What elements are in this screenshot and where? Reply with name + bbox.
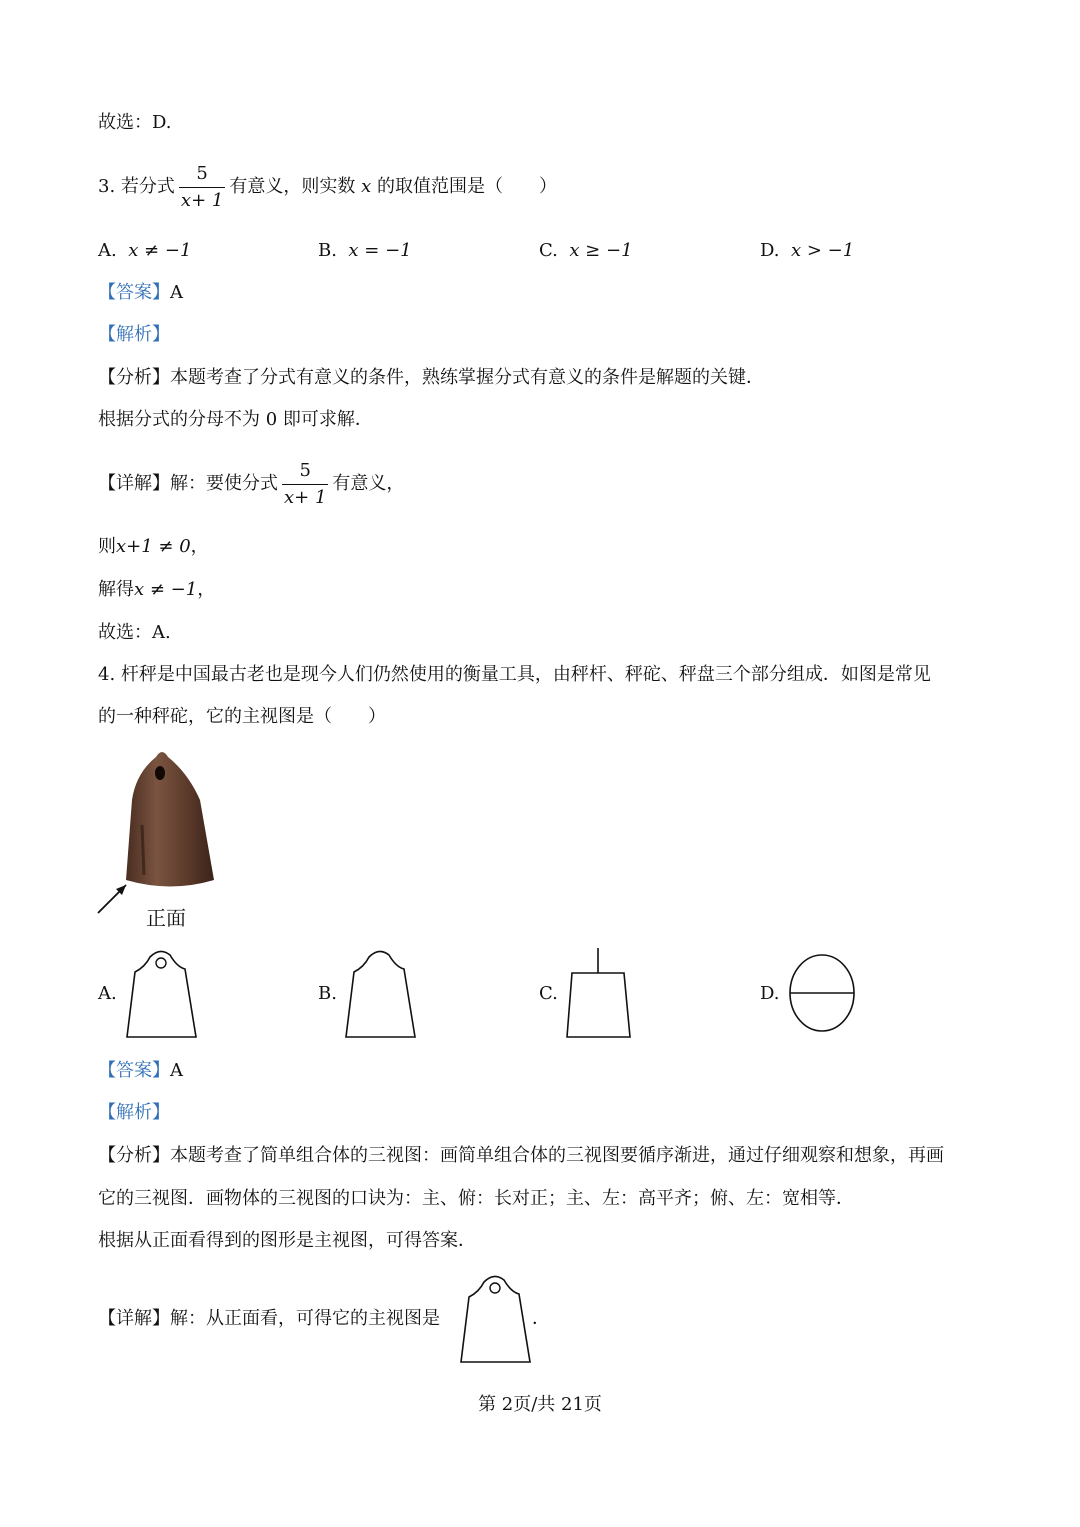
q4-detail-text: 解：从正面看，可得它的主视图是 xyxy=(170,1308,440,1329)
q3-detail-after: 有意义， xyxy=(332,473,405,494)
q3-frac-den: x+ 1 xyxy=(180,189,224,211)
q4-fenxi-line3: 根据从正面看得到的图形是主视图，可得答案． xyxy=(98,1230,476,1251)
q4-option-b-label: B. xyxy=(318,983,337,1004)
q3-var: x xyxy=(361,176,372,197)
q3-stem-before: 若分式 xyxy=(120,176,175,197)
q2-conclusion: 故选：D. xyxy=(98,112,172,133)
q3-option-b: B. x = −1 xyxy=(318,240,412,261)
q4-fenxi-text: 本题考查了简单组合体的三视图：画简单组合体的三视图要循序渐进，通过仔细观察和想象，再画 xyxy=(170,1145,944,1166)
q3-detail xyxy=(98,457,404,511)
q3-option-a: A. x ≠ −1 xyxy=(98,240,192,261)
q4-detail xyxy=(98,1306,440,1332)
q4-option-c-shape xyxy=(564,945,634,1041)
q3-conclusion: 故选：A. xyxy=(98,622,171,643)
q3-detail-frac-num: 5 xyxy=(282,460,328,485)
q3-analysis-tag: 【解析】 xyxy=(98,324,170,345)
q4-fenxi xyxy=(98,1143,944,1169)
q4-option-a-shape xyxy=(124,945,200,1041)
q4-analysis-tag: 【解析】 xyxy=(98,1102,170,1123)
q3-answer-value: A xyxy=(170,282,183,303)
q4-stem-line2: 的一种秤砣，它的主视图是（ ） xyxy=(98,706,386,727)
q3-frac-num: 5 xyxy=(179,163,225,188)
q4-fenxi-tag: 【分析】 xyxy=(98,1145,170,1166)
q4-detail-shape xyxy=(458,1270,534,1366)
q4-option-d-label: D. xyxy=(760,983,780,1004)
q3-option-c: C. x ≥ −1 xyxy=(539,240,633,261)
q3-fenxi-text: 本题考查了分式有意义的条件，熟练掌握分式有意义的条件是解题的关键． xyxy=(170,367,764,388)
q3-fenxi-line2: 根据分式的分母不为 0 即可求解． xyxy=(98,409,373,430)
q3-stem-after: 有意义，则实数 xyxy=(229,176,356,197)
q3-step1-expr: x+1 ≠ 0 xyxy=(116,536,191,557)
q3-step2-expr: x ≠ −1 xyxy=(134,579,198,600)
q3-answer-tag: 【答案】 xyxy=(98,282,170,303)
q4-detail-end: ． xyxy=(532,1308,550,1329)
q3-detail-frac-den: x+ 1 xyxy=(284,486,327,508)
weight-photo xyxy=(96,745,226,920)
q3-fenxi-tag: 【分析】 xyxy=(98,367,170,388)
q4-detail-tag: 【详解】 xyxy=(98,1308,170,1329)
q4-fenxi-line2: 它的三视图．画物体的三视图的口诀为：主、俯：长对正；主、左：高平齐；俯、左：宽相等． xyxy=(98,1188,854,1209)
q4-option-d-shape xyxy=(788,952,860,1036)
q4-answer-tag: 【答案】 xyxy=(98,1060,170,1081)
q3-fraction xyxy=(179,163,225,212)
q4-answer xyxy=(98,1058,183,1084)
q3-option-d: D. x > −1 xyxy=(760,240,855,261)
q4-option-a-label: A. xyxy=(98,983,117,1004)
q3-step2: 解得x ≠ −1， xyxy=(98,579,216,600)
q3-detail-before: 解：要使分式 xyxy=(170,473,278,494)
q3-stem-end: 的取值范围是（ ） xyxy=(376,176,557,197)
q3-number: 3. xyxy=(98,176,116,197)
q3-fenxi xyxy=(98,365,764,391)
q4-option-b-shape xyxy=(343,945,419,1041)
q4-answer-value: A xyxy=(170,1060,183,1081)
q3-step1: 则x+1 ≠ 0， xyxy=(98,536,209,557)
q3-detail-tag: 【详解】 xyxy=(98,473,170,494)
q4-stem-line1: 4. 杆秤是中国最古老也是现今人们仍然使用的衡量工具，由秤杆、秤砣、秤盘三个部分组成．如图是常见 xyxy=(98,664,931,685)
page-footer: 第 2页/共 21页 xyxy=(478,1394,602,1415)
q3-detail-fraction xyxy=(282,460,328,509)
q3-answer xyxy=(98,280,183,306)
q3-stem xyxy=(98,160,557,214)
photo-caption: 正面 xyxy=(146,906,186,930)
q4-option-c-label: C. xyxy=(539,983,558,1004)
